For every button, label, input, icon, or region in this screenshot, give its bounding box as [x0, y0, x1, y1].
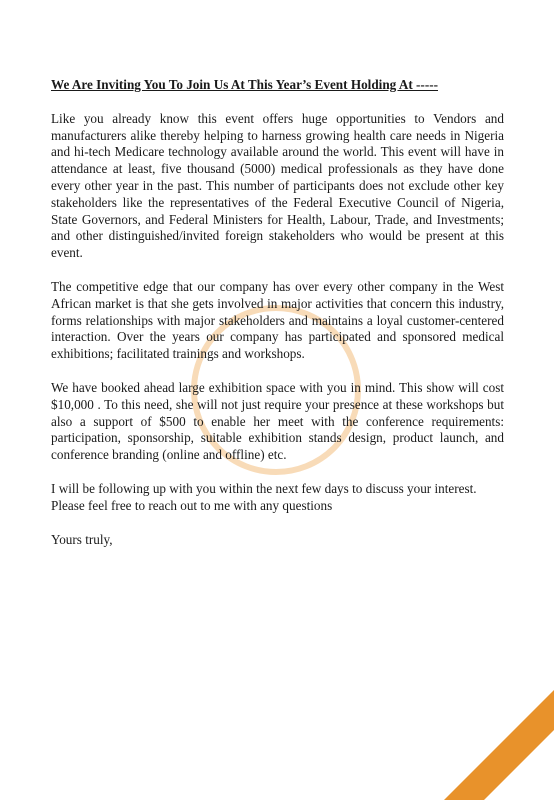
paragraph-intro: Like you already know this event offers huge opportunities to Vendors and manufacturers alike thereby helping to harness growing health care needs in Nigeria and hi-tech Medicare technology available around the world. This event will have in attendance at least, five thousand (5000) medical professionals as they have done every other year in the past. This number of participants does not exclude other key stakeholders like the representatives of the Federal Executive Council of Nigeria, State Governors, and Federal Ministers for Health, Labour, Trade, and Investments; and other distinguished/invited foreign stakeholders who would be present at this event.	[51, 110, 504, 261]
letter-heading: We Are Inviting You To Join Us At This Year’s Event Holding At -----	[51, 77, 438, 92]
paragraph-competitive-edge: The competitive edge that our company has over every other company in the West African market is that she gets involved in major activities that concern this industry, forms relationships with major stakeholders and maintains a loyal customer-centered interaction. Over the years our company has participated and sponsored medical exhibitions; facilitated trainings and workshops.	[51, 278, 504, 362]
paragraph-follow-up: I will be following up with you within the next few days to discuss your interest. Please feel free to reach out to me with any questions	[51, 480, 477, 513]
corner-accent-stripe	[414, 660, 554, 800]
letter-body	[51, 77, 504, 548]
paragraph-exhibition-cost: We have booked ahead large exhibition space with you in mind. This show will cost $10,000 . To this need, she will not just require your presence at these workshops but also a support of $500 to enable her meet with the conference requirements: participation, sponsorship, suitable exhibition stands design, product launch, and conference branding (online and offline) etc.	[51, 379, 504, 463]
signoff: Yours truly,	[51, 531, 113, 547]
